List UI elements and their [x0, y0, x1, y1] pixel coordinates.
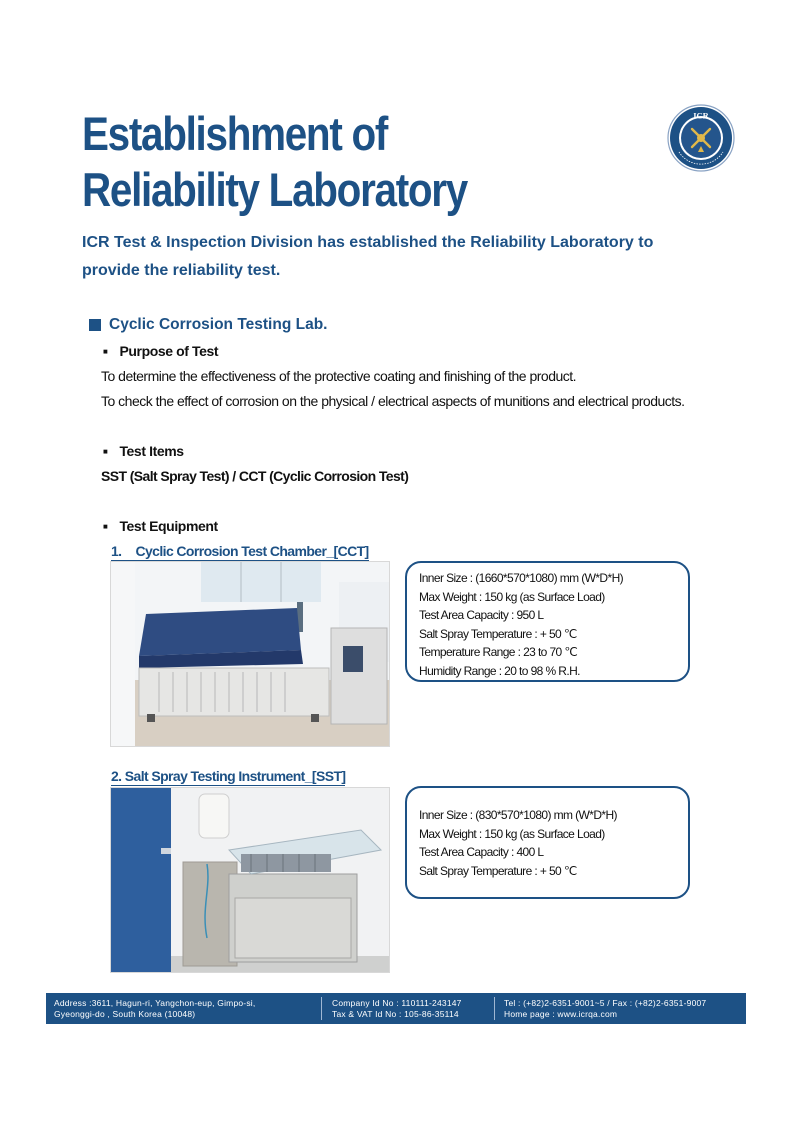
logo-text: ICR [693, 110, 709, 121]
footer-tax-id: Tax & VAT Id No : 105-86-35114 [332, 1009, 459, 1019]
sst-spec-list [419, 806, 617, 880]
sst-instrument-photo [110, 787, 390, 973]
page-title-line1: Establishment of [82, 107, 388, 160]
footer-address [54, 998, 255, 1020]
square-bullet-icon: ■ [103, 346, 108, 356]
footer-address-line2: Gyeonggi-do , South Korea (10048) [54, 1009, 196, 1019]
purpose-line-1: To determine the effectiveness of the protective coating and finishing of the product. [101, 368, 577, 384]
page-title-line2: Reliability Laboratory [82, 163, 467, 216]
equipment-2-title [111, 768, 345, 786]
equipment-1-name: Cyclic Corrosion Test Chamber_[CCT] [135, 543, 369, 559]
footer-divider [321, 997, 322, 1020]
cct-chamber-photo [110, 561, 390, 747]
cct-spec-max-weight: Max Weight : 150 kg (as Surface Load) [419, 589, 605, 604]
square-bullet-icon: ■ [103, 446, 108, 456]
test-items-heading-row [103, 443, 184, 459]
footer-company-ids [332, 998, 462, 1020]
purpose-line-2: To check the effect of corrosion on the physical / electrical aspects of munitions and electrical products. [101, 393, 685, 409]
square-bullet-icon: ■ [103, 521, 108, 531]
footer-divider [494, 997, 495, 1020]
cct-spec-temp-range: Temperature Range : 23 to 70 ℃ [419, 645, 578, 659]
purpose-heading: Purpose of Test [119, 343, 219, 359]
sst-spec-capacity: Test Area Capacity : 400 L [419, 845, 544, 859]
footer-homepage-link[interactable]: Home page : www.icrqa.com [504, 1009, 618, 1019]
square-bullet-icon [89, 319, 101, 331]
cct-spec-inner-size: Inner Size : (1660*570*1080) mm (W*D*H) [419, 571, 624, 585]
page-title [82, 106, 529, 218]
purpose-heading-row [103, 343, 218, 359]
cct-spec-spray-temp: Salt Spray Temperature : + 50 ℃ [419, 626, 577, 641]
equipment-1-number: 1. [111, 543, 122, 559]
sst-spec-box [405, 786, 690, 899]
cct-spec-box [405, 561, 690, 682]
test-equipment-heading-row [103, 518, 218, 534]
footer-bar [46, 993, 746, 1024]
cct-spec-humidity: Humidity Range : 20 to 98 % R.H. [419, 663, 580, 678]
sst-spec-inner-size: Inner Size : (830*570*1080) mm (W*D*H) [419, 808, 617, 822]
footer-company-id: Company Id No : 110111-243147 [332, 998, 462, 1008]
icr-seal-logo [667, 104, 735, 172]
section-heading [89, 316, 327, 334]
footer-contact [504, 998, 706, 1020]
test-items-heading: Test Items [119, 443, 184, 459]
footer-phone: Tel : (+82)2-6351-9001~5 / Fax : (+82)2-6351-9007 [504, 998, 707, 1008]
cct-spec-list [419, 569, 623, 680]
equipment-2-name: Salt Spray Testing Instrument_[SST] [124, 768, 346, 784]
equipment-2-number: 2. [111, 768, 122, 784]
sst-spec-spray-temp: Salt Spray Temperature : + 50 ℃ [419, 863, 577, 878]
intro-paragraph: ICR Test & Inspection Division has established the Reliability Laboratory to provide the reliability test. [82, 234, 654, 279]
footer-address-line1: Address :3611, Hagun-ri, Yangchon-eup, Gimpo-si, [54, 998, 256, 1008]
section-title: Cyclic Corrosion Testing Lab. [109, 316, 328, 333]
test-items-value: SST (Salt Spray Test) / CCT (Cyclic Corrosion Test) [101, 468, 409, 484]
cct-spec-capacity: Test Area Capacity : 950 L [419, 608, 544, 622]
sst-spec-max-weight: Max Weight : 150 kg (as Surface Load) [419, 826, 605, 841]
equipment-1-title [111, 543, 369, 561]
test-equipment-heading: Test Equipment [119, 518, 218, 534]
